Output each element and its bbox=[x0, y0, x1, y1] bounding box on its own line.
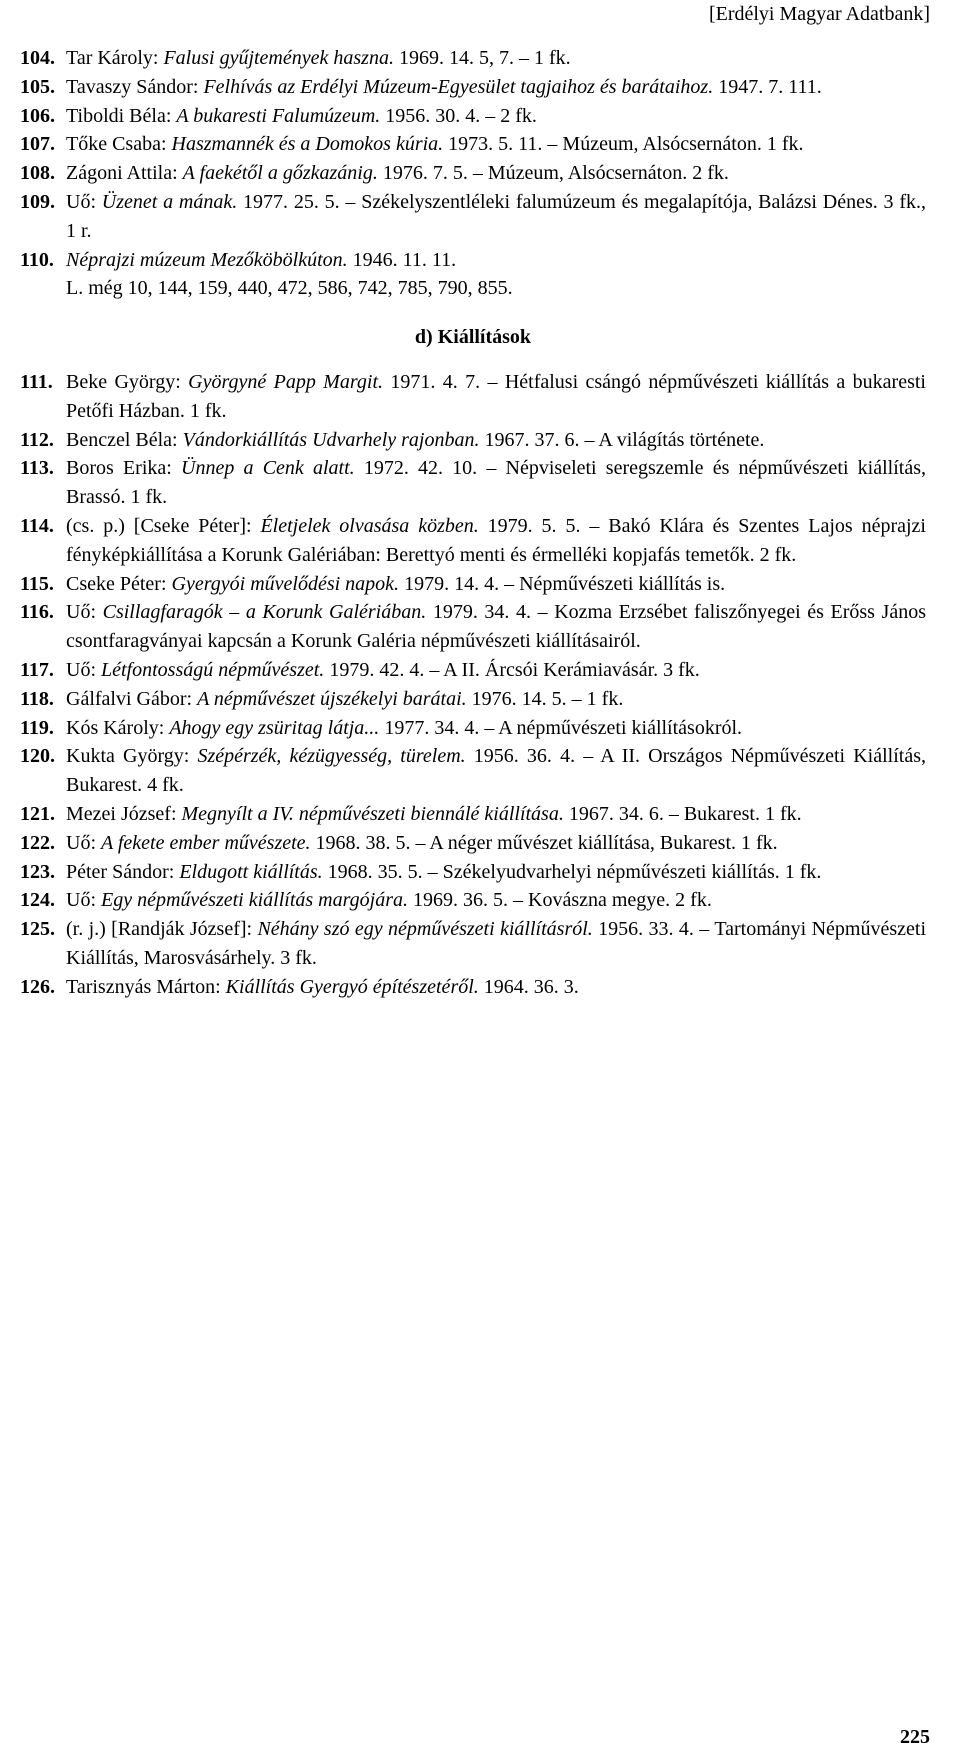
entry-title: Vándorkiállítás Udvarhely rajonban. bbox=[182, 428, 480, 451]
bibliography-entry bbox=[20, 915, 926, 973]
bibliography-entry bbox=[20, 426, 926, 455]
bibliography-entry bbox=[20, 159, 926, 188]
entry-author: Benczel Béla: bbox=[66, 428, 183, 451]
entry-reference: 1979. 42. 4. – A II. Árcsói Kerámiavásár. 3 fk. bbox=[324, 658, 700, 681]
entry-author: Uő: bbox=[66, 190, 102, 213]
entry-title: Életjelek olvasása közben. bbox=[260, 514, 479, 537]
bibliography-entry bbox=[20, 44, 926, 73]
entry-author: Tavaszy Sándor: bbox=[66, 75, 204, 98]
entry-author: Tőke Csaba: bbox=[66, 133, 172, 156]
entry-reference: 1979. 14. 4. – Népművészeti kiállítás is. bbox=[399, 572, 726, 595]
entry-reference: 1968. 38. 5. – A néger művészet kiállítása, Bukarest. 1 fk. bbox=[310, 831, 778, 854]
entry-number: 116. bbox=[20, 601, 54, 624]
entry-title: Falusi gyűjtemények haszna. bbox=[163, 47, 394, 69]
entry-reference: 1976. 7. 5. – Múzeum, Alsócsernáton. 2 fk. bbox=[377, 162, 729, 185]
entry-author: (r. j.) [Randják József]: bbox=[66, 918, 258, 941]
entry-author: Kós Károly: bbox=[66, 716, 170, 739]
bibliography-entry bbox=[20, 829, 926, 858]
entry-title: Ünnep a Cenk alatt. bbox=[181, 457, 355, 480]
entry-title: Egy népművészeti kiállítás margójára. bbox=[101, 889, 408, 912]
bibliography-entry bbox=[20, 73, 926, 102]
entry-number: 107. bbox=[20, 133, 55, 156]
entry-title: Létfontosságú népművészet. bbox=[101, 658, 325, 681]
entry-number: 111. bbox=[20, 370, 53, 393]
entry-title: Szépérzék, kézügyesség, türelem. bbox=[197, 745, 466, 768]
entry-reference: 1946. 11. 11. bbox=[347, 248, 457, 271]
entry-author: (cs. p.) [Cseke Péter]: bbox=[66, 514, 261, 537]
entry-author: Beke György: bbox=[66, 370, 189, 393]
entry-reference: 1976. 14. 5. – 1 fk. bbox=[466, 687, 624, 710]
entry-author: Mezei József: bbox=[66, 802, 182, 825]
entry-reference: 1973. 5. 11. – Múzeum, Alsócsernáton. 1 fk. bbox=[443, 133, 804, 156]
entry-reference: 1971. 4. 7. – Hétfalusi csángó népművészeti kiállítás a bukaresti Petőfi Házban. 1 fk. bbox=[66, 370, 926, 422]
entry-number: 121. bbox=[20, 802, 55, 825]
entry-number: 122. bbox=[20, 831, 55, 854]
entry-author: Uő: bbox=[66, 831, 101, 854]
entry-author: Boros Erika: bbox=[66, 457, 182, 480]
entry-reference: 1967. 37. 6. – A világítás története. bbox=[479, 428, 765, 451]
entry-number: 118. bbox=[20, 687, 54, 710]
entry-author: Uő: bbox=[66, 658, 101, 681]
entry-title: A faekétől a gőzkazánig. bbox=[182, 162, 378, 185]
page-header: [Erdélyi Magyar Adatbank] bbox=[708, 3, 930, 25]
entry-title: A bukaresti Falumúzeum. bbox=[176, 104, 381, 127]
entry-reference: 1969. 36. 5. – Kovászna megye. 2 fk. bbox=[408, 889, 712, 912]
entry-number: 114. bbox=[20, 514, 54, 537]
entry-number: 105. bbox=[20, 75, 55, 98]
entry-reference: 1969. 14. 5, 7. – 1 fk. bbox=[393, 47, 571, 69]
entry-reference: 1956. 36. 4. – A II. Országos Népművészeti Kiállítás, Bukarest. 4 fk. bbox=[66, 745, 926, 797]
entry-reference: 1979. 5. 5. – Bakó Klára és Szentes Lajos néprajzi fényképkiállítása a Korunk Galériában: Berettyó menti és érmelléki kopjafás temetők. 2 fk. bbox=[66, 514, 926, 566]
entry-title: Ahogy egy zsüritag látja... bbox=[169, 716, 380, 739]
entry-reference: 1979. 34. 4. – Kozma Erzsébet faliszőnyegei és Erőss János csontfaragványai kapcsán a Korunk Galéria népművészeti kiállításairól. bbox=[66, 601, 926, 653]
entry-number: 106. bbox=[20, 104, 55, 127]
entry-author: Kukta György: bbox=[66, 745, 198, 768]
entry-number: 125. bbox=[20, 918, 55, 941]
entry-title: Haszmannék és a Domokos kúria. bbox=[171, 133, 444, 156]
entry-number: 119. bbox=[20, 716, 54, 739]
entry-author: Zágoni Attila: bbox=[66, 162, 183, 185]
bibliography-entry bbox=[20, 800, 926, 829]
entry-reference: 1967. 34. 6. – Bukarest. 1 fk. bbox=[563, 802, 802, 825]
bibliography-entry bbox=[20, 685, 926, 714]
bibliography-entry bbox=[20, 886, 926, 915]
bibliography-entry bbox=[20, 656, 926, 685]
entry-number: 120. bbox=[20, 745, 55, 768]
bibliography-entry bbox=[20, 714, 926, 743]
entry-title: Néprajzi múzeum Mezőköbölkúton. bbox=[66, 248, 348, 271]
entry-title: Kiállítás Gyergyó építészetéről. bbox=[225, 975, 479, 998]
bibliography-entry bbox=[20, 512, 926, 570]
entry-reference: 1977. 34. 4. – A népművészeti kiállításokról. bbox=[379, 716, 743, 739]
entry-reference: 1964. 36. 3. bbox=[478, 975, 579, 998]
entry-number: 117. bbox=[20, 658, 54, 681]
entry-title: Csillagfaragók – a Korunk Galériában. bbox=[102, 601, 427, 624]
entry-reference: 1947. 7. 111. bbox=[713, 75, 822, 98]
entry-number: 110. bbox=[20, 248, 54, 271]
entry-reference: 1956. 33. 4. – Tartományi Népművészeti Kiállítás, Marosvásárhely. 3 fk. bbox=[66, 918, 927, 969]
entry-number: 113. bbox=[20, 457, 54, 480]
bibliography-entry bbox=[20, 858, 926, 887]
bibliography-entry bbox=[20, 973, 926, 1002]
entry-reference: 1968. 35. 5. – Székelyudvarhelyi népművészeti kiállítás. 1 fk. bbox=[322, 860, 822, 883]
page-number: 225 bbox=[900, 1726, 930, 1748]
entry-number: 104. bbox=[20, 47, 55, 69]
entry-author: Péter Sándor: bbox=[66, 860, 180, 883]
entry-number: 123. bbox=[20, 860, 55, 883]
bibliography-entry bbox=[20, 102, 926, 131]
entry-author: Tiboldi Béla: bbox=[66, 104, 177, 127]
entry-reference: 1956. 30. 4. – 2 fk. bbox=[380, 104, 537, 127]
bibliography-entry bbox=[20, 130, 926, 159]
bibliography-entry bbox=[20, 598, 926, 656]
entry-author: Tar Károly: bbox=[66, 47, 164, 69]
entry-title: Györgyné Papp Margit. bbox=[188, 370, 384, 393]
entry-number: 126. bbox=[20, 975, 55, 998]
entry-author: Tarisznyás Márton: bbox=[66, 975, 226, 998]
entry-author: Uő: bbox=[66, 889, 101, 912]
entry-title: Néhány szó egy népművészeti kiállításról. bbox=[257, 918, 593, 941]
entry-author: Uő: bbox=[66, 601, 103, 624]
entry-author: Gálfalvi Gábor: bbox=[66, 687, 198, 710]
entry-reference: 1972. 42. 10. – Népviseleti seregszemle és népművészeti kiállítás, Brassó. 1 fk. bbox=[66, 457, 926, 509]
entry-number: 112. bbox=[20, 428, 54, 451]
entry-title: A fekete ember művészete. bbox=[101, 831, 311, 854]
entry-author: Cseke Péter: bbox=[66, 572, 172, 595]
entry-number: 115. bbox=[20, 572, 54, 595]
bibliography-list bbox=[20, 44, 926, 1002]
bibliography-entry bbox=[20, 742, 926, 800]
cross-reference-note: L. még 10, 144, 159, 440, 472, 586, 742, 785, 790, 855. bbox=[66, 277, 513, 300]
entry-reference: 1977. 25. 5. – Székelyszentléleki falumúzeum és megalapítója, Balázsi Dénes. 3 fk., 1 r. bbox=[66, 190, 927, 242]
entry-title: Felhívás az Erdélyi Múzeum-Egyesület tagjaihoz és barátaihoz. bbox=[203, 75, 714, 98]
entry-title: Gyergyói művelődési napok. bbox=[171, 572, 400, 595]
entry-title: Megnyílt a IV. népművészeti biennálé kiállítása. bbox=[181, 802, 564, 825]
entry-number: 109. bbox=[20, 190, 55, 213]
entry-number: 124. bbox=[20, 889, 55, 912]
entry-title: Eldugott kiállítás. bbox=[179, 860, 323, 883]
bibliography-entry bbox=[20, 368, 926, 426]
entry-title: A népművészet újszékelyi barátai. bbox=[197, 687, 467, 710]
section-title: d) Kiállítások bbox=[414, 326, 532, 349]
entry-title: Üzenet a mának. bbox=[101, 190, 238, 213]
bibliography-entry bbox=[20, 246, 926, 275]
entry-number: 108. bbox=[20, 162, 55, 185]
bibliography-entry bbox=[20, 570, 926, 599]
bibliography-entry bbox=[20, 188, 926, 246]
bibliography-entry bbox=[20, 454, 926, 512]
